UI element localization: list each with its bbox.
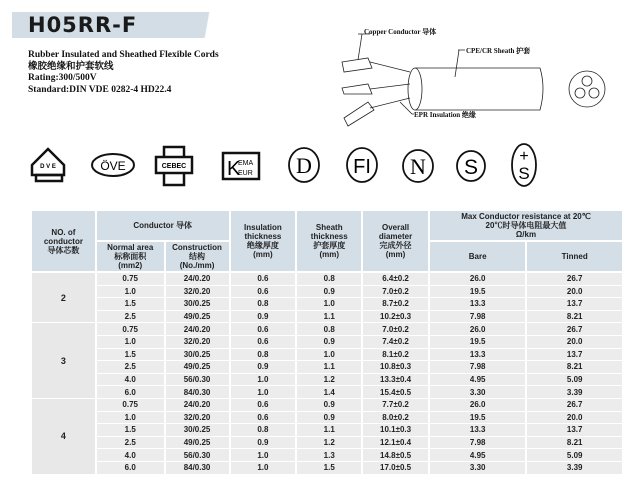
diameter-cell: 6.4±0.2 [362,272,429,285]
construction-cell: 30/0.25 [165,298,230,311]
sheath-label: CPE/CR Sheath 护套 [466,47,531,55]
insulation-cell: 0.9 [230,436,297,449]
area-cell: 1.5 [96,424,165,437]
sheath-cell: 1.2 [296,373,362,386]
construction-cell: 49/0.25 [165,436,230,449]
diameter-cell: 10.1±0.3 [362,424,429,437]
svg-text:+: + [519,148,529,165]
insulation-cell: 0.8 [230,424,297,437]
table-row [31,373,623,386]
cable-illustration [340,22,638,132]
svg-text:EUR: EUR [238,170,253,177]
standard: Standard:DIN VDE 0282-4 HD22.4 [28,84,172,95]
header-line: 护套厚度 [313,241,346,250]
svg-text:D: D [296,153,312,178]
table-row [31,386,623,399]
description-chinese: 橡胶绝缘和护套软线 [28,61,114,72]
header-line: 导体芯数 [47,245,80,255]
svg-text:EMA: EMA [238,160,254,167]
area-cell: 2.5 [96,436,165,449]
insulation-cell: 0.9 [230,361,297,374]
diameter-cell: 8.7±0.2 [362,298,429,311]
sheath-cell: 1.4 [296,386,362,399]
insulation-cell: 1.0 [230,386,297,399]
description-english: Rubber Insulated and Sheathed Flexible Cords [28,50,219,60]
product-title: H05RR-F [28,13,138,37]
svg-text:S: S [518,164,530,183]
sheath-cell: 0.9 [296,285,362,298]
insulation-cell: 1.0 [230,461,297,474]
specification-table [30,209,624,475]
diameter-cell: 10.2±0.3 [362,310,429,323]
insulation-cell: 0.6 [230,285,297,298]
area-cell: 6.0 [96,386,165,399]
area-cell: 4.0 [96,449,165,462]
insulation-cell: 0.9 [230,310,297,323]
table-row [31,272,623,285]
tinned-cell: 8.21 [526,436,623,449]
s-logo-icon [454,148,488,184]
header-line: Normal area [107,243,154,252]
sheath-cell: 0.9 [296,411,362,424]
construction-cell: 32/0.20 [165,285,230,298]
bare-cell: 7.98 [429,310,526,323]
bare-cell: 3.30 [429,461,526,474]
tinned-cell: 26.7 [526,398,623,411]
header-line: 绝缘厚度 [246,241,279,250]
header-line: Ω/km [515,230,537,239]
sheath-cell: 1.2 [296,436,362,449]
sheath-cell: 1.3 [296,449,362,462]
area-cell: 0.75 [96,323,165,336]
svg-text:CEBEC: CEBEC [161,163,187,170]
table-row [31,298,623,311]
construction-cell: 84/0.30 [165,386,230,399]
construction-cell: 56/0.30 [165,449,230,462]
product-description [28,50,219,96]
diameter-cell: 12.1±0.4 [362,436,429,449]
sheath-cell: 1.0 [296,348,362,361]
bare-cell: 7.98 [429,436,526,449]
tinned-cell: 5.09 [526,373,623,386]
header-line: (No./mm) [179,261,215,270]
construction-cell: 56/0.30 [165,373,230,386]
diameter-cell: 7.0±0.2 [362,323,429,336]
table-body [31,272,623,474]
construction-cell: 49/0.25 [165,361,230,374]
tinned-cell: 13.7 [526,298,623,311]
cebec-logo-icon [154,143,194,189]
tinned-cell: 20.0 [526,285,623,298]
insulation-cell: 1.0 [230,449,297,462]
sheath-cell: 0.8 [296,272,362,285]
area-cell: 6.0 [96,461,165,474]
construction-cell: 49/0.25 [165,310,230,323]
tinned-cell: 3.39 [526,461,623,474]
tinned-cell: 26.7 [526,272,623,285]
header-line: 完成外径 [379,241,412,250]
cores-cell: 4 [31,398,96,474]
header-line: (mm) [319,250,340,259]
header-line: Insulation [244,223,282,232]
insulation-cell: 0.6 [230,272,297,285]
table-row [31,323,623,336]
cores-cell: 2 [31,272,96,323]
area-cell: 0.75 [96,272,165,285]
d-logo-icon [286,145,322,185]
insulation-cell: 0.6 [230,335,297,348]
certification-logos [24,143,624,193]
bare-cell: 13.3 [429,298,526,311]
header-line: conductor [43,236,83,246]
area-cell: 1.0 [96,411,165,424]
header-line: Overall [381,223,410,232]
construction-cell: 24/0.20 [165,272,230,285]
table-row [31,348,623,361]
insulation-label: EPR Insulation 绝缘 [414,111,476,119]
header-line: (mm) [253,250,273,259]
svg-text:N: N [410,154,426,179]
plus-s-logo-icon [508,141,540,189]
diameter-cell: 15.4±0.5 [362,386,429,399]
cores-cell: 3 [31,323,96,399]
diameter-cell: 7.0±0.2 [362,285,429,298]
insulation-cell: 0.6 [230,323,297,336]
sheath-cell: 1.1 [296,310,362,323]
sheath-cell: 1.1 [296,424,362,437]
area-cell: 2.5 [96,361,165,374]
header-sheath [296,210,362,272]
bare-cell: 19.5 [429,335,526,348]
table-row [31,310,623,323]
insulation-cell: 0.8 [230,348,297,361]
area-cell: 0.75 [96,398,165,411]
bare-cell: 13.3 [429,348,526,361]
n-logo-icon [400,147,436,185]
table-row [31,436,623,449]
header-bare: Bare [429,241,526,272]
header-line: thickness [310,232,348,241]
table-row [31,424,623,437]
construction-cell: 24/0.20 [165,398,230,411]
diameter-cell: 7.4±0.2 [362,335,429,348]
insulation-cell: 0.8 [230,298,297,311]
area-cell: 1.5 [96,348,165,361]
table-row [31,411,623,424]
construction-cell: 30/0.25 [165,348,230,361]
diameter-cell: 17.0±0.5 [362,461,429,474]
diameter-cell: 14.8±0.5 [362,449,429,462]
construction-cell: 84/0.30 [165,461,230,474]
sheath-cell: 0.8 [296,323,362,336]
tinned-cell: 26.7 [526,323,623,336]
construction-cell: 24/0.20 [165,323,230,336]
svg-text:S: S [463,156,479,179]
tinned-cell: 13.7 [526,424,623,437]
bare-cell: 7.98 [429,361,526,374]
header-insulation [230,210,297,272]
diameter-cell: 13.3±0.4 [362,373,429,386]
sheath-cell: 1.1 [296,361,362,374]
diameter-cell: 8.1±0.2 [362,348,429,361]
insulation-cell: 0.6 [230,398,297,411]
cable-diagram [340,22,638,132]
header-line: 20℃时导体电阻最大值 [485,221,567,230]
sheath-cell: 1.0 [296,298,362,311]
diameter-cell: 7.7±0.2 [362,398,429,411]
table-row [31,361,623,374]
construction-cell: 32/0.20 [165,335,230,348]
header-line: (mm) [385,250,406,259]
diameter-cell: 8.0±0.2 [362,411,429,424]
header-line: (mm2) [118,261,143,270]
bare-cell: 19.5 [429,285,526,298]
sheath-cell: 1.5 [296,461,362,474]
area-cell: 4.0 [96,373,165,386]
diameter-cell: 10.8±0.3 [362,361,429,374]
header-cores [31,210,96,272]
header-line: Construction [172,243,222,252]
tinned-cell: 8.21 [526,361,623,374]
area-cell: 2.5 [96,310,165,323]
table-row [31,449,623,462]
header-resistance [429,210,623,241]
table-row [31,398,623,411]
bare-cell: 26.0 [429,398,526,411]
header-line: thickness [244,232,282,241]
header-construction [165,241,230,272]
copper-conductor-label: Copper Conductor 导体 [364,28,437,36]
header-line: Sheath [315,223,343,232]
header-line: NO. of [51,227,76,237]
tinned-cell: 3.39 [526,386,623,399]
bare-cell: 3.30 [429,386,526,399]
tinned-cell: 5.09 [526,449,623,462]
insulation-cell: 1.0 [230,373,297,386]
bare-cell: 4.95 [429,449,526,462]
sheath-cell: 0.9 [296,398,362,411]
construction-cell: 32/0.20 [165,411,230,424]
table-row [31,335,623,348]
header-tinned: Tinned [526,241,623,272]
fi-logo-icon [344,145,380,185]
bare-cell: 4.95 [429,373,526,386]
svg-text:D V E: D V E [40,164,56,170]
ove-logo-icon [90,151,136,179]
svg-text:K: K [227,158,241,180]
construction-cell: 30/0.25 [165,424,230,437]
header-diameter [362,210,429,272]
header-conductor: Conductor 导体 [96,210,230,241]
svg-text:FI: FI [353,156,371,178]
header-line: diameter [378,232,413,241]
vde-logo-icon [28,143,68,189]
tinned-cell: 8.21 [526,310,623,323]
svg-text:ÖVE: ÖVE [100,159,126,173]
area-cell: 1.0 [96,285,165,298]
sheath-cell: 0.9 [296,335,362,348]
header-area [96,241,165,272]
bare-cell: 26.0 [429,272,526,285]
bare-cell: 26.0 [429,323,526,336]
table-row [31,285,623,298]
area-cell: 1.5 [96,298,165,311]
bare-cell: 13.3 [429,424,526,437]
table-row [31,461,623,474]
area-cell: 1.0 [96,335,165,348]
header-line: 结构 [189,252,206,261]
tinned-cell: 20.0 [526,335,623,348]
insulation-cell: 0.6 [230,411,297,424]
kema-logo-icon [221,151,261,181]
bare-cell: 19.5 [429,411,526,424]
header-line: 标称面积 [114,252,147,261]
tinned-cell: 20.0 [526,411,623,424]
header-line: Max Conductor resistance at 20℃ [461,212,591,221]
rating: Rating:300/500V [28,73,97,83]
tinned-cell: 13.7 [526,348,623,361]
